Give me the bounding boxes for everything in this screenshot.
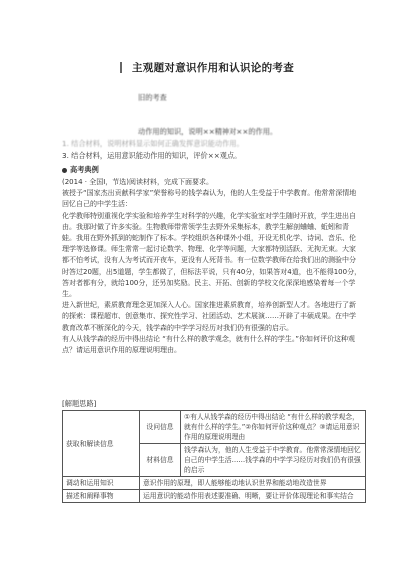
question-block xyxy=(62,177,362,356)
question-source: (2014 · 全国Ⅰ，节选)阅读材料，完成下面要求。 xyxy=(62,178,214,186)
table-row-label: 描述和阐释事物 xyxy=(63,490,140,503)
table-row-content: 钱学森认为，他的人生受益于中学教育。他常常深情地回忆自己的中学生活……钱学森的中学学习经历对我们仍有很强的启示 xyxy=(181,444,366,477)
table-row xyxy=(63,490,366,503)
table-row-label: 获取和解读信息 xyxy=(63,411,140,477)
page-title: 主观题对意识作用和认识论的考查 xyxy=(132,61,294,74)
question-paragraph: 化学教师特别重视化学实验和培养学生对科学的兴趣，化学实验室对学生随时开放，学生进出自由。我那时做了许多实验。生物教师带常领学生去野外采集标本，教学生解剖蛐蛐、蚯蚓和青蛙。我用在野外抓到的蛇制作了标本。学校组织各种课外小组，开设无机化学、诗词、音乐、伦理学等选修课。师生常常一起讨论数学、物理、化学等问题，大家都特别活跃、无拘无束。大家都不怕考试，没有人为考试而开夜车，更没有人死背书。有一位数学教师在给我们出的测验中分时答过20题，出5道题，学生都做了，但标法平说，只有40分，如果答对4道，也不能得100分，答对者都有分，就给100分，还另加奖励。民主、开拓、创新的学校文化深深地感染着每一个学生。 xyxy=(62,211,362,299)
table-row xyxy=(63,411,366,444)
title-marker xyxy=(120,62,122,73)
bullet-icon xyxy=(62,168,67,173)
table-row xyxy=(63,477,366,490)
table-row-content: 意识作用的原理，即人能够能动地认识世界和能动地改造世界 xyxy=(140,477,366,490)
question-paragraph: 进入新世纪，素质教育理念更加深入人心。国家推进素质教育，培养创新型人才。各地进行了新的探索：课程超市、创意集市、探究性学习、社团活动、艺术展演……开辟了丰硕成果。在中学教育改革不断深化的今天，钱学森的中学学习经历对我们仍有很强的启示。 xyxy=(62,301,356,332)
table-row-label: 调动和运用知识 xyxy=(63,477,140,490)
table-row-content: 运用意识的能动作用表述要准确、明晰，要让评价体现理论和事实结合 xyxy=(140,490,366,503)
intro-line-4: 3. 结合材料，运用意识能动作用的知识，评价××观点。 xyxy=(62,151,242,160)
table-row-content: ①有人从钱学森的经历中得出结论 “有什么样的教学观念，就有什么样的学生。”②你如何评价这种观点？③请运用意识作用的原理说明理由 xyxy=(181,411,366,444)
intro-line-3: 1. 结合材料，说明材料显示如何正确发挥意识能动作用。 xyxy=(62,139,244,148)
question-paragraph: 被授予“国家杰出贡献科学家”荣誉称号的钱学森认为，他的人生受益于中学教育。他常常深情地回忆自己的中学生活： xyxy=(62,189,357,209)
section-label: 高考典例 xyxy=(62,164,99,175)
table-heading: [解题思路] xyxy=(62,399,97,408)
intro-line-2: 动作用的知识，说明××精神对××的作用。 xyxy=(138,127,278,136)
analysis-table xyxy=(62,410,366,503)
question-paragraph: 有人从钱学森的经历中得出结论 “有什么样的教学观念，就有什么样的学生。”你如何评价这种观点？请运用意识作用的原理说明理由。 xyxy=(62,334,355,355)
table-row-sub: 材料信息 xyxy=(140,444,181,477)
table-row-sub: 设问信息 xyxy=(140,411,181,444)
intro-line-1: 旧的考查 xyxy=(138,93,167,102)
title-row xyxy=(120,60,294,74)
